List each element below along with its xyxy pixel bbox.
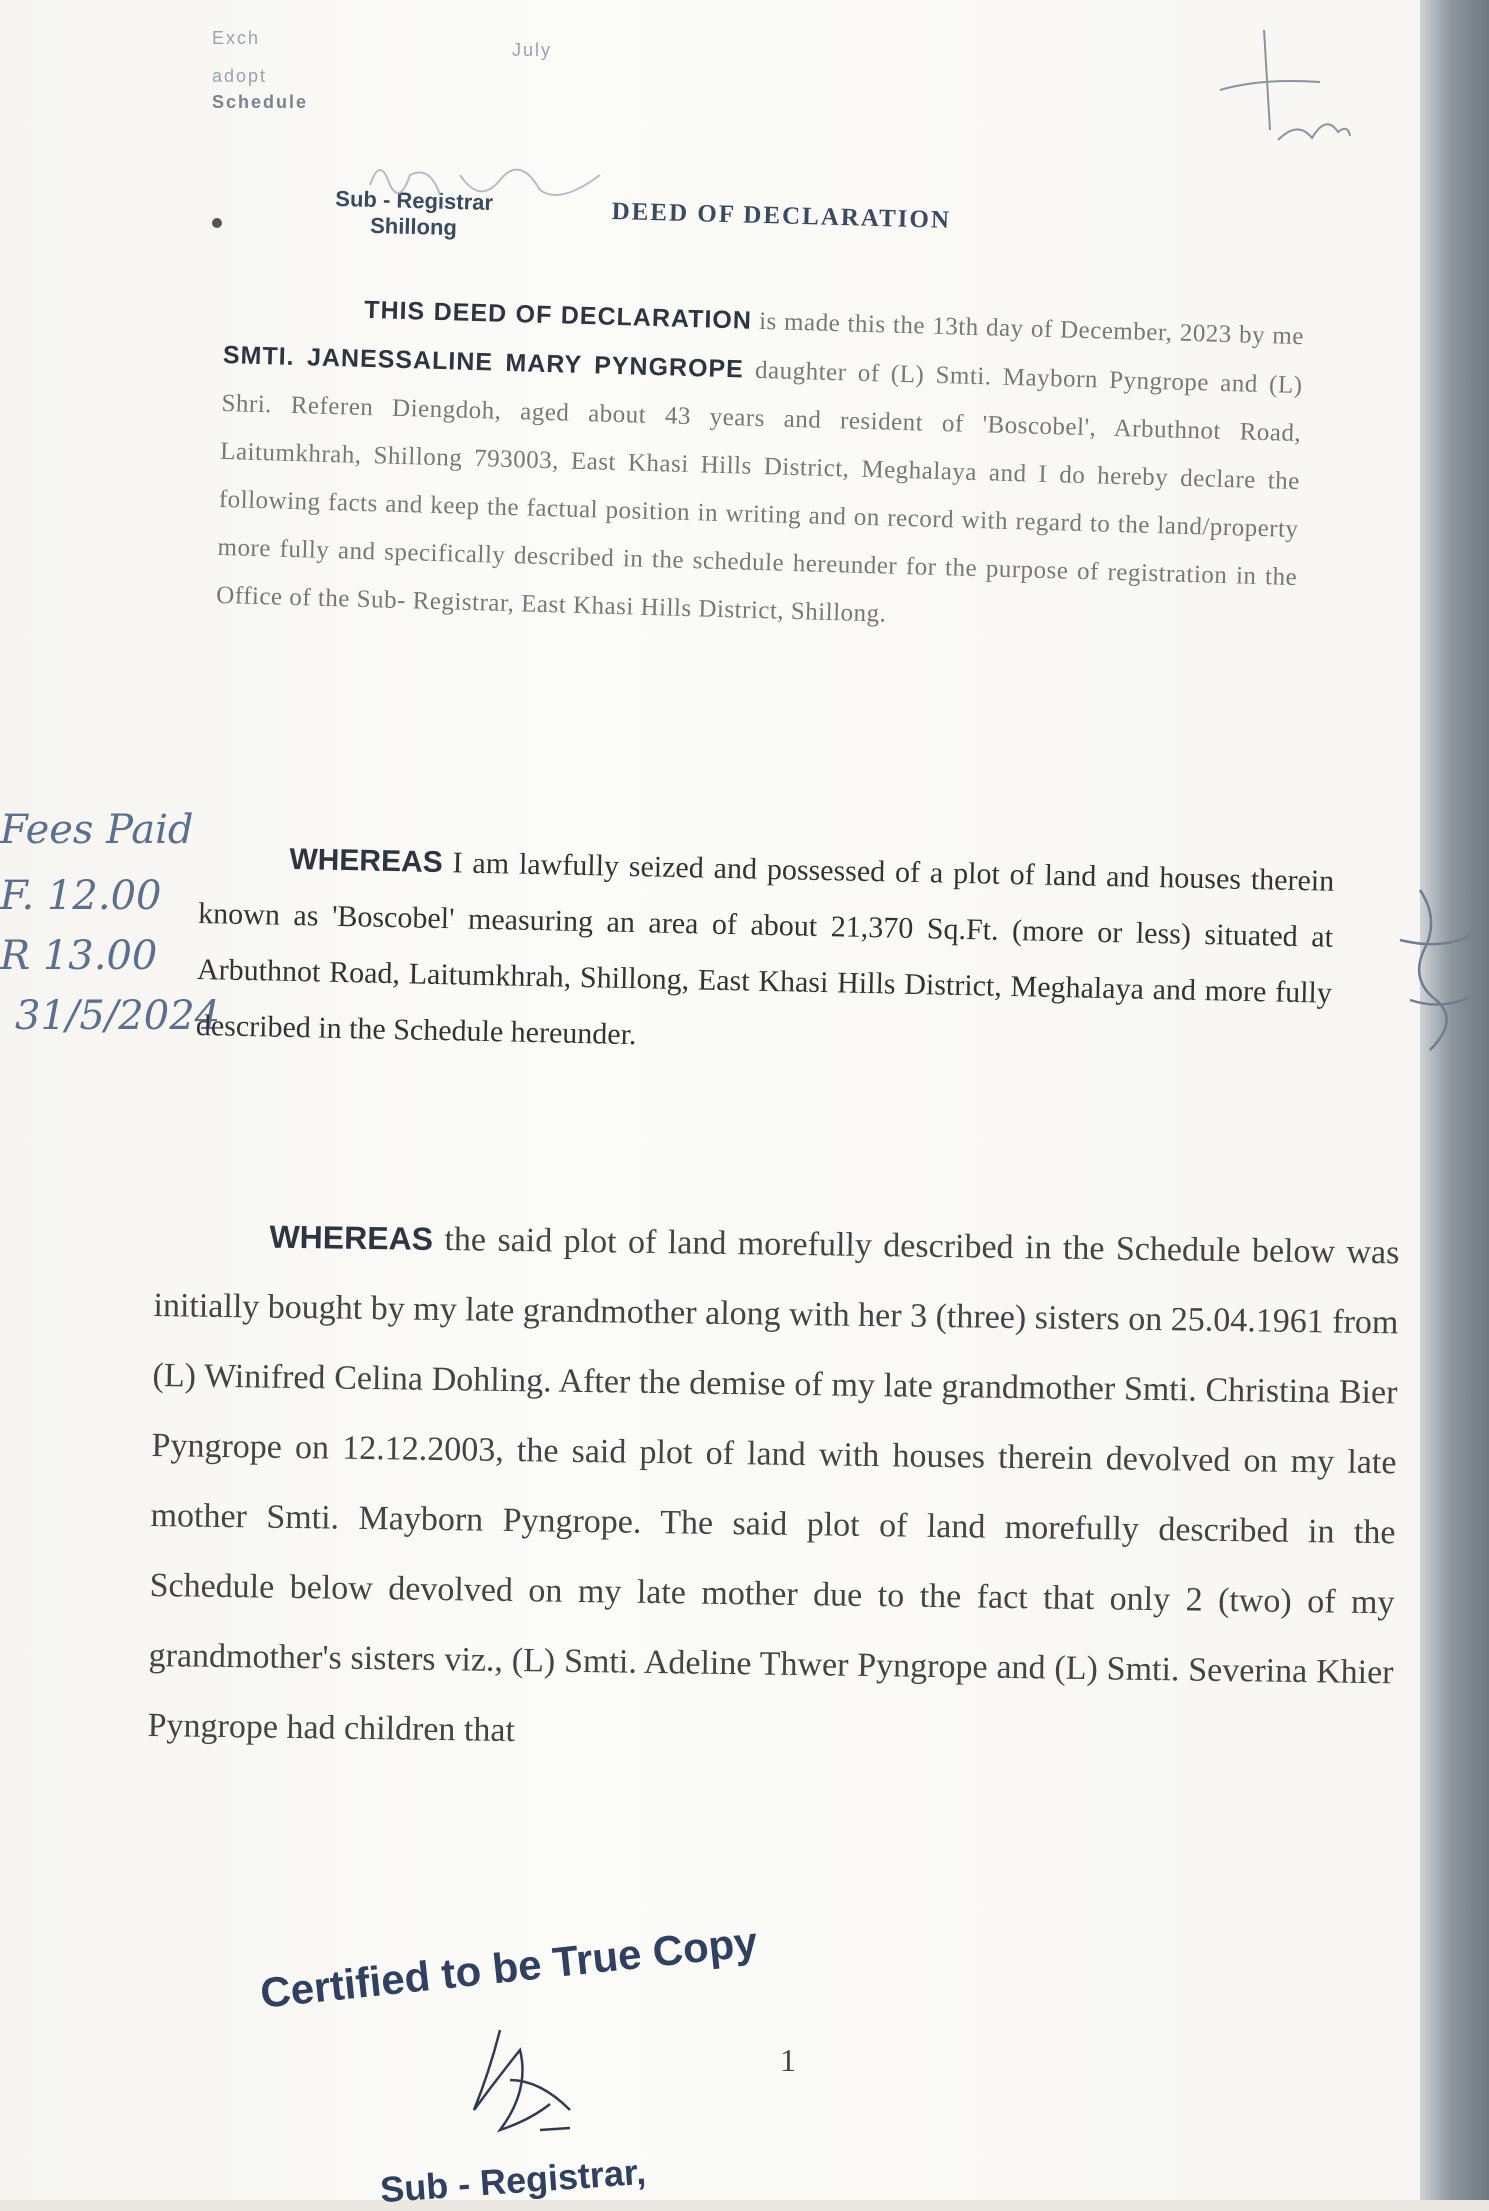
whereas-1-lead: WHEREAS [289,842,444,880]
header-fragment-2: July [512,40,553,60]
stamp-line-2: Shillong [369,212,458,241]
fees-note-title: Fees Paid [0,807,194,853]
paragraph-intro [216,282,1305,650]
top-signature [1200,20,1360,160]
fees-note-r: R 13.00 [0,933,158,979]
paragraph-whereas-1 [195,830,1334,1078]
stamp-signature [360,145,620,225]
whereas-2-lead: WHEREAS [269,1218,434,1257]
fees-note [0,800,220,1046]
certified-stamp: Certified to be True Copy [258,1917,760,2017]
bottom-stamp: Sub - Registrar, [378,2150,648,2211]
header-fragments [212,25,612,115]
bullet-mark [212,218,222,228]
header-fragment-1: Exch [212,28,261,48]
document-title: DEED OF DECLARATION [611,198,952,234]
declarant-name: SMTI. JANESSALINE MARY PYNGROPE [222,340,745,384]
certified-signature [440,2020,600,2150]
intro-lead: THIS DEED OF DECLARATION [363,295,753,335]
paragraph-whereas-2 [147,1200,1400,1778]
header-fragment-3: adopt [212,66,268,86]
intro-text-2: daughter of (L) Smti. Mayborn Pyngrope and (L) Shri. Referen Diengdoh, aged about 43 years and resident of 'Boscobel', Arbuthnot Road, Laitumkhrah, Shillong 793003, East Khasi Hills District, Meghalaya and I do hereby declare the following facts and keep the factual position in writing and on record with regard to the land/property more fully and specifically described in the schedule hereunder for the purpose of registration in the Office of the Sub- Registrar, East Khasi Hills District, Shillong. [215,356,1303,628]
fees-note-date: 31/5/2024 [15,993,221,1039]
intro-text-1: is made this the 13th day of December, 2023 by me [751,307,1305,351]
header-fragment-4: Schedule [212,92,309,112]
margin-signature [1380,880,1489,1060]
page-number: 1 [780,2042,796,2078]
whereas-1-text: I am lawfully seized and possessed of a plot of land and houses therein known as 'Boscobel' measuring an area of about 21,370 Sq.Ft. (more or less) situated at Arbuthnot Road, Laitumkhrah, Shillong, East Khasi Hills District, Meghalaya and more fully described in the Schedule hereunder. [195,846,1335,1052]
page-edge-shadow [1420,0,1489,2200]
fees-note-f: F. 12.00 [0,873,162,919]
stamp-line-1: Sub - Registrar [335,185,494,216]
whereas-2-text: the said plot of land morefully described in the Schedule below was initially bought by my late grandmother along with her 3 (three) sisters on 25.04.1961 from (L) Winifred Celina Dohling. After the demise of my late grandmother Smti. Christina Bier Pyngrope on 12.12.2003, the said plot of land with houses therein devolved on my late mother Smti. Mayborn Pyngrope. The said plot of land morefully described in the Schedule below devolved on my late mother due to the fact that only 2 (two) of my grandmother's sisters viz., (L) Smti. Adeline Thwer Pyngrope and (L) Smti. Severina Khier Pyngrope had children that [147,1220,1400,1750]
